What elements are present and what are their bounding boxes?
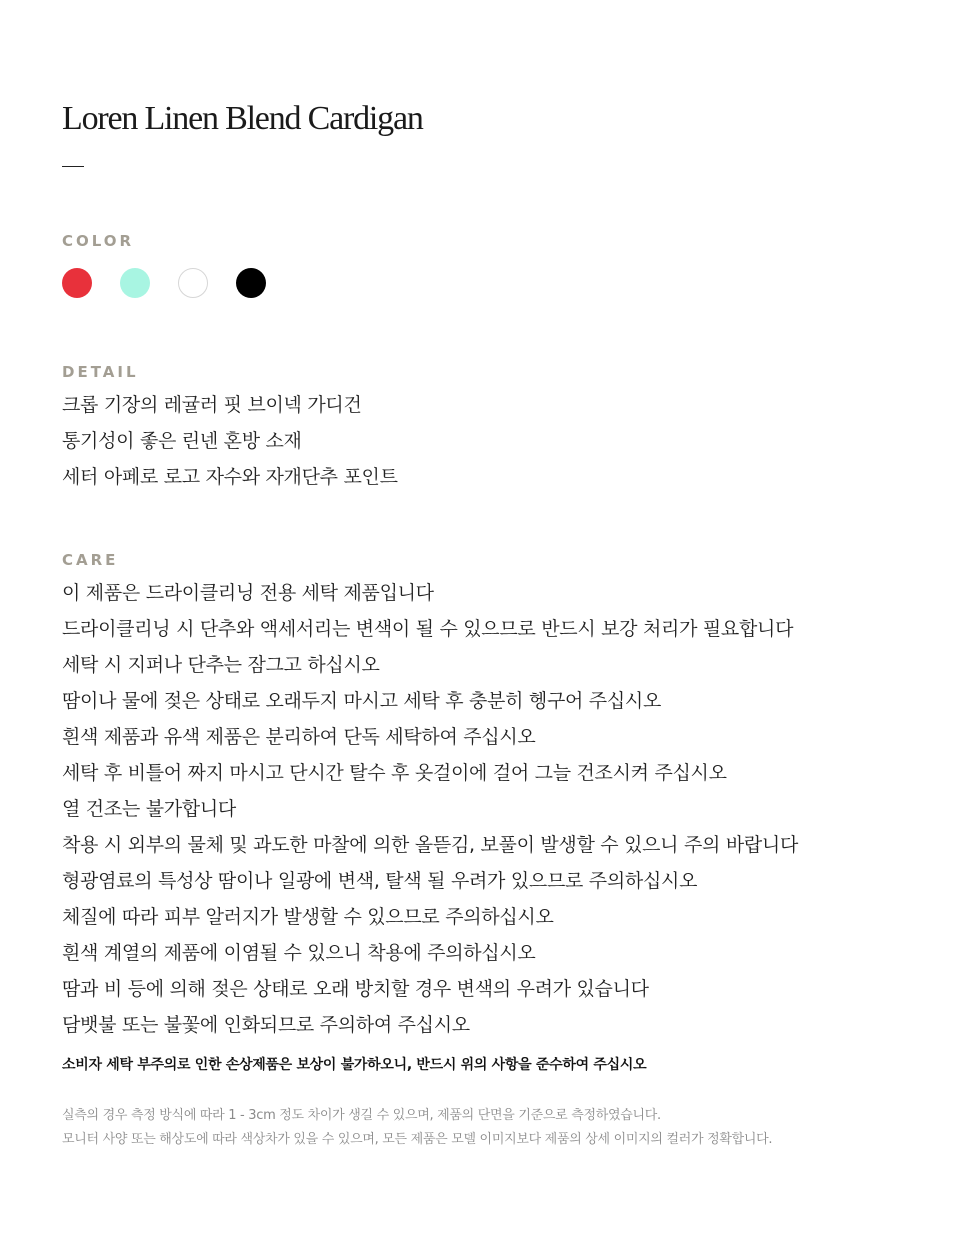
care-line: 형광염료의 특성상 땀이나 일광에 변색, 탈색 될 우려가 있으므로 주의하십시오: [62, 870, 698, 892]
color-swatch-black[interactable]: [236, 268, 266, 298]
detail-line: 크롭 기장의 레귤러 핏 브이넥 가디건: [62, 394, 362, 416]
color-label: COLOR: [62, 232, 135, 250]
care-line: 이 제품은 드라이클리닝 전용 세탁 제품입니다: [62, 582, 434, 604]
title-divider: [62, 166, 84, 167]
color-swatch-mint[interactable]: [120, 268, 150, 298]
care-line: 세탁 시 지퍼나 단추는 잠그고 하십시오: [62, 654, 380, 676]
detail-label: DETAIL: [62, 363, 139, 381]
care-line: 땀과 비 등에 의해 젖은 상태로 오래 방치할 경우 변색의 우려가 있습니다: [62, 978, 649, 1000]
care-line: 땀이나 물에 젖은 상태로 오래두지 마시고 세탁 후 충분히 헹구어 주십시오: [62, 690, 662, 712]
care-line: 세탁 후 비틀어 짜지 마시고 단시간 탈수 후 옷걸이에 걸어 그늘 건조시켜 주십시오: [62, 762, 727, 784]
care-line: 담뱃불 또는 불꽃에 인화되므로 주의하여 주십시오: [62, 1014, 470, 1036]
color-swatches: [62, 268, 294, 298]
detail-line: 세터 아페로 로고 자수와 자개단추 포인트: [62, 466, 398, 488]
care-notice: 소비자 세탁 부주의로 인한 손상제품은 보상이 불가하오니, 반드시 위의 사항을 준수하여 주십시오: [62, 1057, 647, 1073]
footer-note: 실측의 경우 측정 방식에 따라 1 - 3cm 정도 차이가 생길 수 있으며, 제품의 단면을 기준으로 측정하였습니다.: [62, 1108, 661, 1123]
detail-list: [62, 387, 398, 495]
detail-line: 통기성이 좋은 린넨 혼방 소재: [62, 430, 302, 452]
care-line: 체질에 따라 피부 알러지가 발생할 수 있으므로 주의하십시오: [62, 906, 554, 928]
care-line: 흰색 제품과 유색 제품은 분리하여 단독 세탁하여 주십시오: [62, 726, 536, 748]
care-line: 열 건조는 불가합니다: [62, 798, 236, 820]
footer-notes: [62, 1104, 772, 1152]
care-label: CARE: [62, 551, 119, 569]
care-line: 흰색 계열의 제품에 이염될 수 있으니 착용에 주의하십시오: [62, 942, 536, 964]
care-line: 착용 시 외부의 물체 및 과도한 마찰에 의한 올뜯김, 보풀이 발생할 수 있으니 주의 바랍니다: [62, 834, 799, 856]
color-swatch-white[interactable]: [178, 268, 208, 298]
footer-note: 모니터 사양 또는 해상도에 따라 색상차가 있을 수 있으며, 모든 제품은 모델 이미지보다 제품의 상세 이미지의 컬러가 정확합니다.: [62, 1132, 773, 1147]
care-line: 드라이클리닝 시 단추와 액세서리는 변색이 될 수 있으므로 반드시 보강 처리가 필요합니다: [62, 618, 794, 640]
color-swatch-red[interactable]: [62, 268, 92, 298]
care-list: [62, 575, 798, 1043]
product-title: Loren Linen Blend Cardigan: [62, 100, 423, 137]
